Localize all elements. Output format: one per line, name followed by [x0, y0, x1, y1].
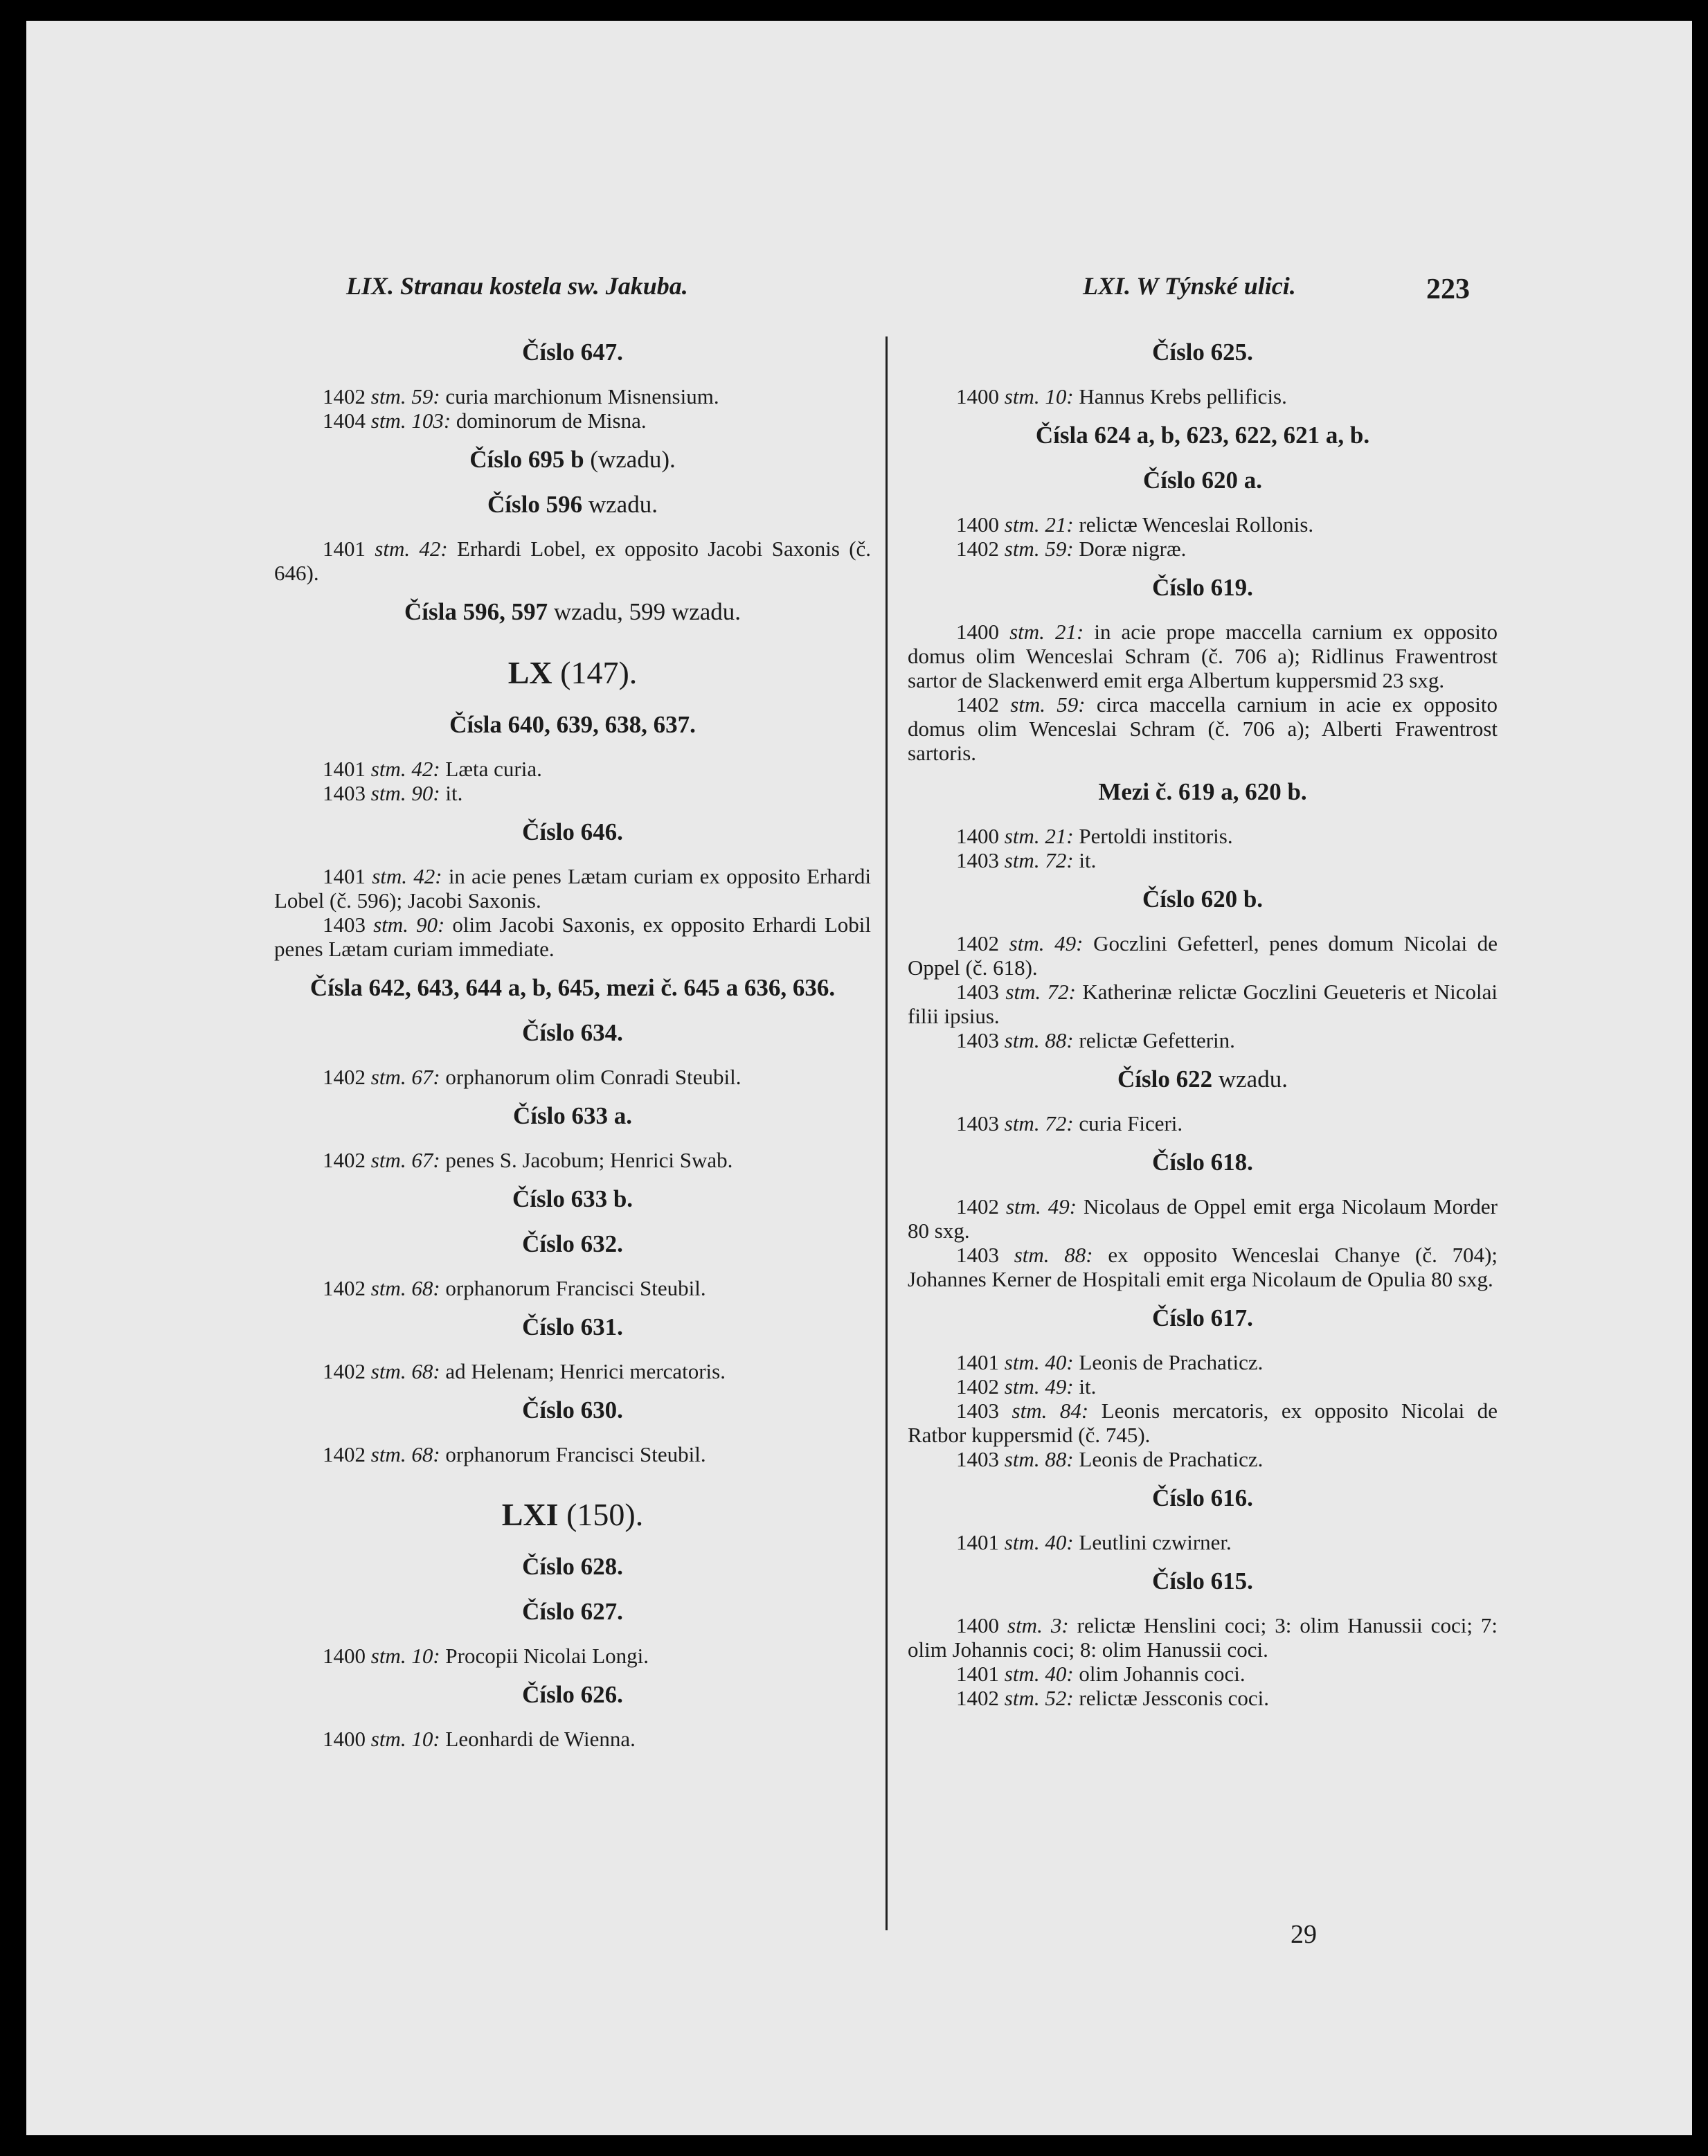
record-entry: [908, 1530, 1498, 1554]
section-heading: [274, 1103, 871, 1129]
record-entry: [908, 1447, 1498, 1471]
entry-year: 1400: [956, 1613, 999, 1637]
entry-text: relictæ Jessconis coci.: [1079, 1686, 1270, 1710]
entry-year: 1400: [956, 384, 999, 408]
entry-reference: 10:: [1045, 384, 1074, 408]
section-heading: [908, 1305, 1498, 1331]
entry-source-abbrev: stm.: [370, 1727, 406, 1751]
entry-text: olim Jacobi Saxonis, ex opposito Erhardi Lobil penes Lætam curiam immediate.: [274, 913, 871, 961]
entry-text: dominorum de Misna.: [456, 408, 647, 433]
heading-number: Číslo 627.: [522, 1598, 623, 1625]
entry-reference: 103:: [411, 408, 451, 433]
entry-source-abbrev: stm.: [370, 1644, 406, 1668]
entry-reference: 67:: [411, 1148, 440, 1172]
heading-number: Číslo 630.: [522, 1396, 623, 1423]
entry-year: 1403: [956, 1111, 999, 1135]
heading-number: Číslo 616.: [1152, 1484, 1253, 1511]
entry-reference: 21:: [1045, 512, 1074, 537]
entry-text: curia Ficeri.: [1079, 1111, 1183, 1135]
section-heading: [274, 819, 871, 845]
entry-text: it.: [445, 781, 463, 805]
entry-text: penes S. Jacobum; Henrici Swab.: [445, 1148, 733, 1172]
record-entry: [908, 1613, 1498, 1662]
entry-text: it.: [1079, 848, 1097, 872]
heading-number: Číslo 628.: [522, 1553, 623, 1580]
record-entry: [908, 848, 1498, 872]
heading-number: Čísla 596, 597: [404, 598, 548, 625]
left-column: [274, 325, 871, 1751]
heading-number: Číslo 618.: [1152, 1149, 1253, 1176]
heading-number: Číslo 617.: [1152, 1304, 1253, 1331]
record-entry: [908, 1350, 1498, 1374]
entry-year: 1400: [323, 1644, 366, 1668]
section-heading: [908, 1066, 1498, 1092]
entry-source-abbrev: stm.: [370, 1065, 406, 1089]
entry-year: 1402: [956, 931, 999, 955]
page: [26, 21, 1692, 2135]
heading-number: Číslo 647.: [522, 339, 623, 366]
entry-year: 1401: [956, 1662, 999, 1686]
heading-suffix: (wzadu).: [584, 446, 676, 473]
record-entry: [274, 913, 871, 961]
entry-year: 1403: [956, 1399, 999, 1423]
heading-suffix: wzadu.: [582, 491, 658, 518]
entry-year: 1403: [956, 1447, 999, 1471]
entry-year: 1401: [956, 1350, 999, 1374]
heading-number: Mezi č. 619 a, 620 b.: [1098, 778, 1307, 805]
entry-reference: 52:: [1045, 1686, 1074, 1710]
entry-text: Hannus Krebs pellificis.: [1079, 384, 1287, 408]
heading-suffix: (150).: [558, 1497, 644, 1532]
record-entry: [274, 1644, 871, 1668]
entry-source-abbrev: stm.: [1012, 1399, 1048, 1423]
entry-text: Procopii Nicolai Longi.: [445, 1644, 649, 1668]
entry-source-abbrev: stm.: [1007, 1613, 1043, 1637]
section-heading: [908, 886, 1498, 912]
entry-text: Læta curia.: [445, 757, 542, 781]
entry-reference: 40:: [1045, 1350, 1074, 1374]
entry-year: 1401: [323, 864, 366, 888]
entry-year: 1402: [323, 1148, 366, 1172]
record-entry: [908, 620, 1498, 692]
section-heading: [274, 975, 871, 1000]
entry-source-abbrev: stm.: [1004, 512, 1040, 537]
record-entry: [908, 692, 1498, 765]
entry-text: Leonis mercatoris, ex opposito Nicolai de Ratbor kuppersmid (č. 745).: [908, 1399, 1498, 1447]
entry-source-abbrev: stm.: [370, 1276, 406, 1300]
heading-number: Číslo 615.: [1152, 1567, 1253, 1594]
section-heading: [908, 339, 1498, 365]
entry-year: 1402: [956, 1686, 999, 1710]
record-entry: [274, 408, 871, 433]
entry-text: orphanorum olim Conradi Steubil.: [445, 1065, 741, 1089]
heading-number: LXI: [501, 1497, 559, 1532]
entry-text: olim Johannis coci.: [1079, 1662, 1246, 1686]
entry-reference: 72:: [1045, 848, 1074, 872]
entry-year: 1403: [323, 913, 366, 937]
entry-text: circa maccella carnium in acie ex opposito domus olim Wenceslai Schram (č. 706 a); Alberti Frawentrost sartoris.: [908, 692, 1498, 765]
entry-reference: 88:: [1045, 1447, 1074, 1471]
section-heading: [274, 492, 871, 517]
right-column: [908, 325, 1498, 1710]
entry-reference: 49:: [1045, 1374, 1074, 1399]
entry-source-abbrev: stm.: [373, 913, 408, 937]
record-entry: [908, 1028, 1498, 1052]
entry-year: 1401: [323, 537, 366, 561]
section-heading: [274, 1554, 871, 1579]
heading-number: Číslo 596: [487, 491, 583, 518]
entry-reference: 68:: [411, 1276, 440, 1300]
section-heading: [274, 1186, 871, 1212]
entry-source-abbrev: stm.: [1010, 692, 1046, 717]
entry-year: 1403: [956, 1243, 999, 1267]
section-heading: [274, 599, 871, 625]
heading-number: Číslo 634.: [522, 1019, 623, 1046]
entry-source-abbrev: stm.: [1005, 1194, 1041, 1219]
entry-text: Doræ nigræ.: [1079, 537, 1187, 561]
record-entry: [908, 980, 1498, 1028]
entry-year: 1401: [323, 757, 366, 781]
entry-reference: 72:: [1045, 1111, 1074, 1135]
section-heading: [908, 779, 1498, 805]
entry-year: 1402: [956, 692, 999, 717]
entry-text: Leonhardi de Wienna.: [445, 1727, 636, 1751]
heading-number: Číslo 626.: [522, 1681, 623, 1708]
entry-text: Goczlini Gefetterl, penes domum Nicolai de Oppel (č. 618).: [908, 931, 1498, 980]
entry-year: 1403: [956, 1028, 999, 1052]
record-entry: [274, 384, 871, 408]
entry-year: 1402: [323, 1065, 366, 1089]
page-number: 223: [1426, 273, 1470, 305]
entry-reference: 40:: [1045, 1530, 1074, 1554]
entry-reference: 10:: [411, 1727, 440, 1751]
entry-source-abbrev: stm.: [370, 757, 406, 781]
section-heading: [274, 1682, 871, 1707]
entry-text: orphanorum Francisci Steubil.: [445, 1442, 706, 1466]
section-heading: [274, 1397, 871, 1423]
entry-year: 1402: [956, 1374, 999, 1399]
record-entry: [908, 1399, 1498, 1447]
entry-text: Katherinæ relictæ Goczlini Geueteris et Nicolai filii ipsius.: [908, 980, 1498, 1028]
record-entry: [274, 1442, 871, 1466]
record-entry: [908, 1194, 1498, 1243]
entry-source-abbrev: stm.: [372, 864, 408, 888]
entry-year: 1402: [323, 1359, 366, 1383]
entry-text: relictæ Wenceslai Rollonis.: [1079, 512, 1314, 537]
entry-source-abbrev: stm.: [1005, 980, 1041, 1004]
entry-text: Leonis de Prachaticz.: [1079, 1350, 1264, 1374]
entry-reference: 49:: [1048, 1194, 1077, 1219]
entry-source-abbrev: stm.: [1004, 537, 1040, 561]
heading-suffix: wzadu.: [1212, 1066, 1288, 1093]
heading-number: Číslo 619.: [1152, 574, 1253, 601]
entry-year: 1404: [323, 408, 366, 433]
record-entry: [274, 1727, 871, 1751]
entry-year: 1400: [956, 824, 999, 848]
heading-number: Čísla 624 a, b, 623, 622, 621 a, b.: [1035, 422, 1370, 449]
record-entry: [274, 1276, 871, 1300]
section-heading: [274, 339, 871, 365]
entry-source-abbrev: stm.: [370, 1442, 406, 1466]
entry-text: Nicolaus de Oppel emit erga Nicolaum Morder 80 sxg.: [908, 1194, 1498, 1243]
entry-year: 1402: [956, 1194, 999, 1219]
heading-number: Číslo 633 b.: [512, 1185, 633, 1212]
chapter-heading: [274, 655, 871, 691]
entry-year: 1400: [956, 620, 999, 644]
record-entry: [908, 1662, 1498, 1686]
entry-reference: 84:: [1059, 1399, 1089, 1423]
record-entry: [908, 384, 1498, 408]
entry-source-abbrev: stm.: [1004, 384, 1040, 408]
entry-year: 1401: [956, 1530, 999, 1554]
entry-reference: 68:: [411, 1442, 440, 1466]
entry-source-abbrev: stm.: [370, 384, 406, 408]
entry-reference: 40:: [1045, 1662, 1074, 1686]
heading-number: Číslo 631.: [522, 1313, 623, 1340]
heading-number: Číslo 620 b.: [1142, 886, 1264, 913]
record-entry: [908, 1686, 1498, 1710]
heading-number: LX: [507, 655, 552, 690]
entry-source-abbrev: stm.: [1014, 1243, 1050, 1267]
record-entry: [908, 537, 1498, 561]
section-heading: [274, 712, 871, 737]
entry-year: 1400: [323, 1727, 366, 1751]
entry-text: in acie penes Lætam curiam ex opposito Erhardi Lobel (č. 596); Jacobi Saxonis.: [274, 864, 872, 913]
entry-source-abbrev: stm.: [1009, 620, 1045, 644]
entry-text: orphanorum Francisci Steubil.: [445, 1276, 706, 1300]
entry-source-abbrev: stm.: [370, 781, 406, 805]
entry-reference: 21:: [1045, 824, 1074, 848]
running-header-right: LXI. W Týnské ulici.: [1083, 272, 1296, 300]
entry-year: 1403: [956, 980, 999, 1004]
entry-source-abbrev: stm.: [1004, 1447, 1040, 1471]
entry-source-abbrev: stm.: [1004, 1662, 1040, 1686]
entry-text: Pertoldi institoris.: [1079, 824, 1233, 848]
entry-source-abbrev: stm.: [1004, 1686, 1040, 1710]
entry-reference: 67:: [411, 1065, 440, 1089]
entry-source-abbrev: stm.: [1004, 1028, 1040, 1052]
record-entry: [908, 1111, 1498, 1135]
entry-source-abbrev: stm.: [370, 408, 406, 433]
heading-suffix: wzadu, 599 wzadu.: [548, 598, 741, 625]
section-heading: [908, 1485, 1498, 1511]
entry-text: in acie prope maccella carnium ex opposito domus olim Wenceslai Schram (č. 706 a); Ridlinus Frawentrost sartor de Slackenwerd emit erga Albertum kuppersmid 23 sxg.: [908, 620, 1498, 692]
entry-text: Erhardi Lobel, ex opposito Jacobi Saxonis (č. 646).: [274, 537, 872, 585]
heading-number: Čísla 642, 643, 644 a, b, 645, mezi č. 645 a 636, 636.: [309, 974, 836, 1001]
record-entry: [908, 824, 1498, 848]
section-heading: [274, 1314, 871, 1340]
entry-text: ex opposito Wenceslai Chanye (č. 704); Johannes Kerner de Hospitali emit erga Nicolaum de Opulia 80 sxg.: [908, 1243, 1498, 1291]
entry-source-abbrev: stm.: [370, 1148, 406, 1172]
section-heading: [908, 1568, 1498, 1594]
entry-source-abbrev: stm.: [1004, 1530, 1040, 1554]
heading-number: Číslo 695 b: [469, 446, 584, 473]
section-heading: [908, 1149, 1498, 1175]
heading-number: Číslo 622: [1117, 1066, 1213, 1093]
entry-year: 1400: [956, 512, 999, 537]
section-heading: [274, 447, 871, 472]
entry-source-abbrev: stm.: [1004, 824, 1040, 848]
section-heading: [274, 1231, 871, 1257]
entry-reference: 72:: [1047, 980, 1076, 1004]
entry-text: Leonis de Prachaticz.: [1079, 1447, 1264, 1471]
heading-number: Číslo 646.: [522, 818, 623, 845]
section-heading: [908, 575, 1498, 600]
entry-text: it.: [1079, 1374, 1097, 1399]
entry-reference: 59:: [411, 384, 440, 408]
entry-reference: 42:: [413, 864, 442, 888]
entry-text: curia marchionum Misnensium.: [445, 384, 719, 408]
entry-text: ad Helenam; Henrici mercatoris.: [445, 1359, 726, 1383]
heading-number: Číslo 632.: [522, 1230, 623, 1257]
entry-reference: 42:: [419, 537, 448, 561]
entry-source-abbrev: stm.: [1009, 931, 1045, 955]
signature-mark: 29: [1291, 1920, 1317, 1949]
entry-source-abbrev: stm.: [375, 537, 411, 561]
entry-reference: 42:: [411, 757, 440, 781]
record-entry: [274, 1359, 871, 1383]
record-entry: [274, 781, 871, 805]
record-entry: [274, 757, 871, 781]
entry-reference: 59:: [1057, 692, 1086, 717]
record-entry: [908, 1374, 1498, 1399]
record-entry: [274, 864, 871, 913]
entry-year: 1402: [956, 537, 999, 561]
entry-text: relictæ Henslini coci; 3: olim Hanussii coci; 7: olim Johannis coci; 8: olim Hanussii coci.: [908, 1613, 1498, 1662]
heading-number: Číslo 625.: [1152, 339, 1253, 366]
section-heading: [908, 467, 1498, 493]
heading-number: Číslo 620 a.: [1142, 467, 1263, 494]
entry-source-abbrev: stm.: [1004, 1111, 1040, 1135]
entry-reference: 21:: [1054, 620, 1084, 644]
entry-reference: 88:: [1064, 1243, 1093, 1267]
section-heading: [908, 422, 1498, 448]
column-divider: [886, 336, 888, 1930]
entry-text: Leutlini czwirner.: [1079, 1530, 1232, 1554]
entry-year: 1403: [323, 781, 366, 805]
record-entry: [908, 512, 1498, 537]
heading-number: Čísla 640, 639, 638, 637.: [449, 711, 696, 738]
record-entry: [908, 931, 1498, 980]
record-entry: [274, 1065, 871, 1089]
heading-suffix: (147).: [552, 655, 638, 690]
entry-reference: 90:: [415, 913, 445, 937]
record-entry: [274, 1148, 871, 1172]
entry-year: 1402: [323, 1442, 366, 1466]
entry-reference: 88:: [1045, 1028, 1074, 1052]
entry-year: 1402: [323, 1276, 366, 1300]
record-entry: [908, 1243, 1498, 1291]
section-heading: [274, 1020, 871, 1045]
entry-reference: 90:: [411, 781, 440, 805]
entry-reference: 3:: [1050, 1613, 1069, 1637]
entry-year: 1403: [956, 848, 999, 872]
entry-source-abbrev: stm.: [1004, 1350, 1040, 1374]
section-heading: [274, 1599, 871, 1624]
chapter-heading: [274, 1497, 871, 1533]
entry-reference: 10:: [411, 1644, 440, 1668]
heading-number: Číslo 633 a.: [512, 1102, 633, 1129]
entry-source-abbrev: stm.: [370, 1359, 406, 1383]
running-header-left: LIX. Stranau kostela sw. Jakuba.: [346, 272, 688, 300]
entry-source-abbrev: stm.: [1004, 1374, 1040, 1399]
entry-reference: 49:: [1054, 931, 1084, 955]
entry-reference: 68:: [411, 1359, 440, 1383]
record-entry: [274, 537, 871, 585]
entry-year: 1402: [323, 384, 366, 408]
entry-text: relictæ Gefetterin.: [1079, 1028, 1235, 1052]
entry-reference: 59:: [1045, 537, 1074, 561]
entry-source-abbrev: stm.: [1004, 848, 1040, 872]
